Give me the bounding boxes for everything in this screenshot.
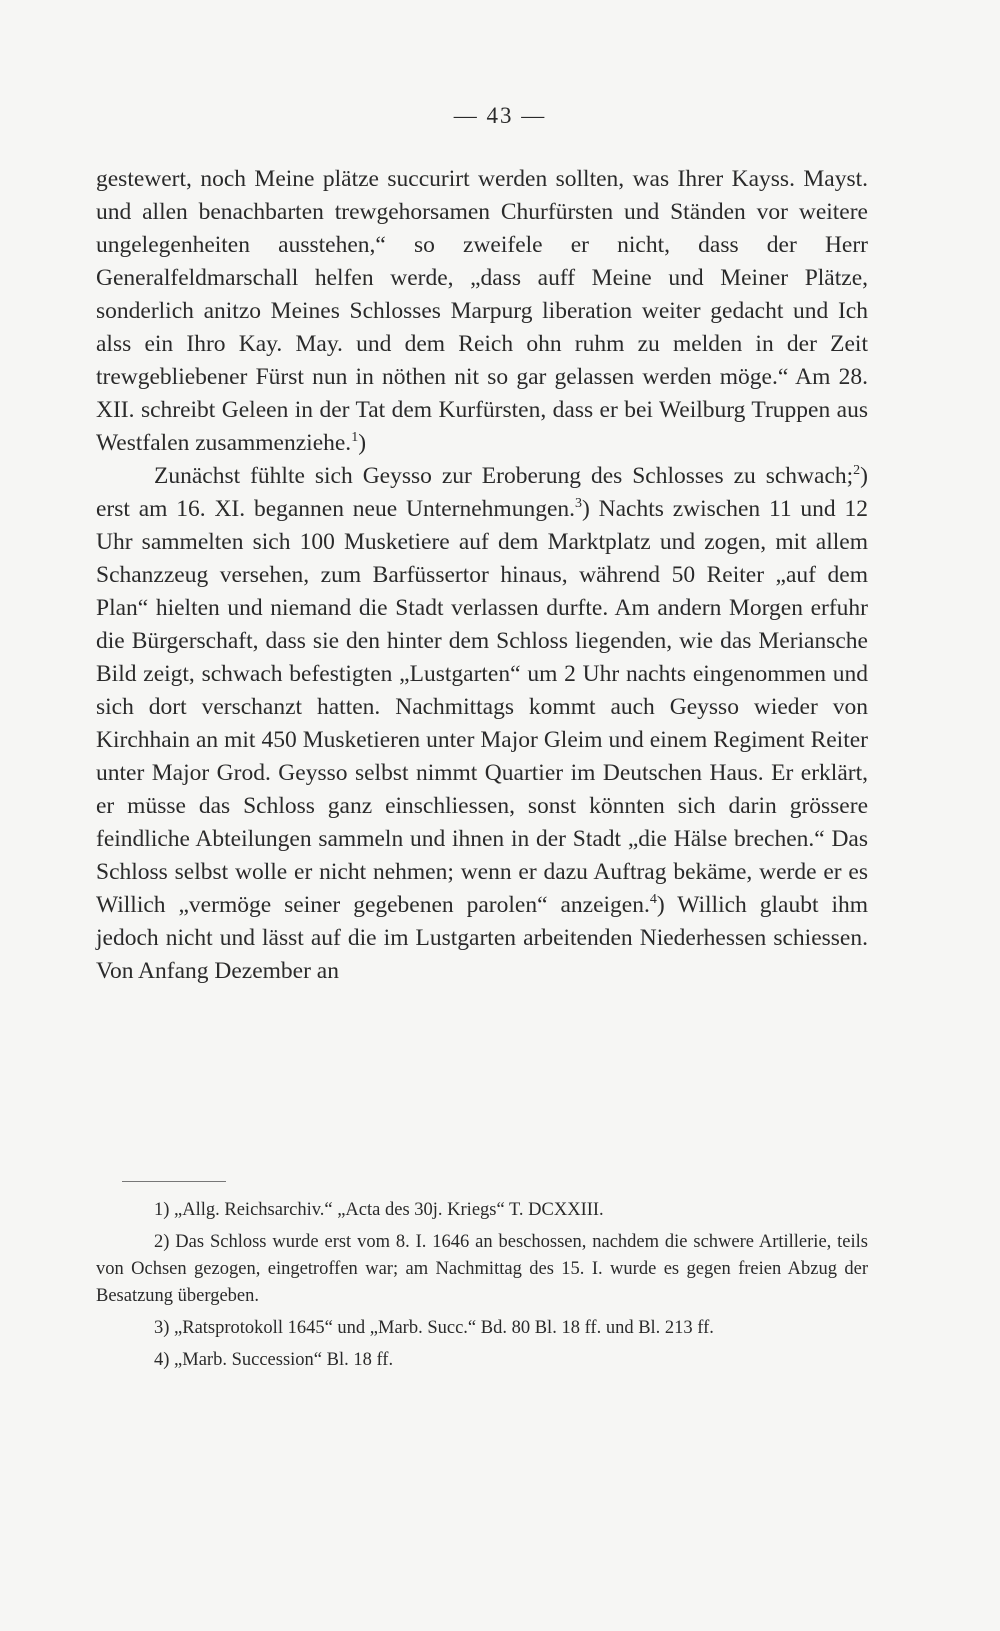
footnote-1: 1) „Allg. Reichsarchiv.“ „Acta des 30j. Kriegs“ T. DCXXIII. bbox=[154, 1200, 604, 1220]
footnote-3: 3) „Ratsprotokoll 1645“ und „Marb. Succ.“ Bd. 80 Bl. 18 ff. und Bl. 213 ff. bbox=[154, 1318, 714, 1338]
paragraph-text: Zunächst fühlte sich Geysso zur Eroberung des Schlosses zu schwach; bbox=[154, 463, 854, 489]
paragraph-text: ) Nachts zwischen 11 und 12 Uhr sammelten sich 100 Musketiere auf dem Marktplatz und zogen, mit allem Schanzzeug versehen, zum Barfüssertor hinaus, während 50 Reiter „auf dem Plan“ hielten und niemand die Stadt verlassen durfte. Am andern Morgen erfuhr die Bürgerschaft, dass sie den hinter dem Schloss liegenden, wie das Meriansche Bild zeigt, schwach befestigten „Lustgarten“ um 2 Uhr nachts eingenommen und sich dort verschanzt hatten. Nachmittags kommt auch Geysso wieder von Kirchhain an mit 450 Musketieren unter Major Gleim und einem Regiment Reiter unter Major Grod. Geysso selbst nimmt Quartier im Deutschen Haus. Er erklärt, er müsse das Schloss ganz einschliessen, sonst könnten sich darin grössere feindliche Abteilungen sammeln und ihnen in der Stadt „die Hälse brechen.“ Das Schloss selbst wolle er nicht nehmen; wenn er dazu Auftrag bekäme, werde er es Willich „vermöge seiner gegebenen parolen“ anzeigen. bbox=[96, 496, 868, 918]
paragraph-text: gestewert, noch Meine plätze succurirt werden sollten, was Ihrer Kayss. Mayst. und allen benachbarten trewgehorsamen Churfürsten und Ständen vor weitere ungelegenheiten ausstehen,“ so zweifele er nicht, dass der Herr Generalfeldmarschall helfen werde, „dass auff Meine und Meiner Plätze, sonderlich anitzo Meines Schlosses Marpurg liberation weiter gedacht und Ich alss ein Ihro Kay. May. und dem Reich ohn ruhm zu melden in der Zeit trewgebliebener Fürst nun in nöthen nit so gar gelassen werden möge.“ Am 28. XII. schreibt Geleen in der Tat dem Kurfürsten, dass er bei Weilburg Truppen aus Westfalen zusammenziehe. bbox=[96, 166, 868, 456]
footnotes bbox=[96, 1197, 868, 1379]
page-number: — 43 — bbox=[453, 103, 547, 128]
paragraph-1 bbox=[96, 163, 868, 460]
footnote-2: 2) Das Schloss wurde erst vom 8. I. 1646 an beschossen, nachdem die schwere Artillerie, teils von Ochsen gezogen, eingetroffen war; am Nachmittag des 15. I. wurde es gegen freien Abzug der Besatzung übergeben. bbox=[96, 1232, 868, 1306]
footnote-reference: 1 bbox=[351, 430, 359, 446]
paragraph-2 bbox=[96, 460, 868, 988]
footnote-4: 4) „Marb. Succession“ Bl. 18 ff. bbox=[154, 1350, 394, 1370]
footnote-divider bbox=[122, 1181, 226, 1182]
paragraph-text: ) bbox=[358, 430, 367, 456]
footnote-reference: 3 bbox=[575, 496, 583, 512]
footnote-reference: 4 bbox=[649, 892, 657, 908]
paragraph-text: ) Willich glaubt ihm jedoch nicht und lässt auf die im Lustgarten arbeitenden Niederhessen schiessen. Von Anfang Dezember an bbox=[96, 892, 869, 984]
paragraph-text: ) erst am 16. XI. begannen neue Unternehmungen. bbox=[96, 463, 868, 522]
footnote-reference: 2 bbox=[853, 463, 861, 479]
main-text bbox=[96, 163, 868, 988]
